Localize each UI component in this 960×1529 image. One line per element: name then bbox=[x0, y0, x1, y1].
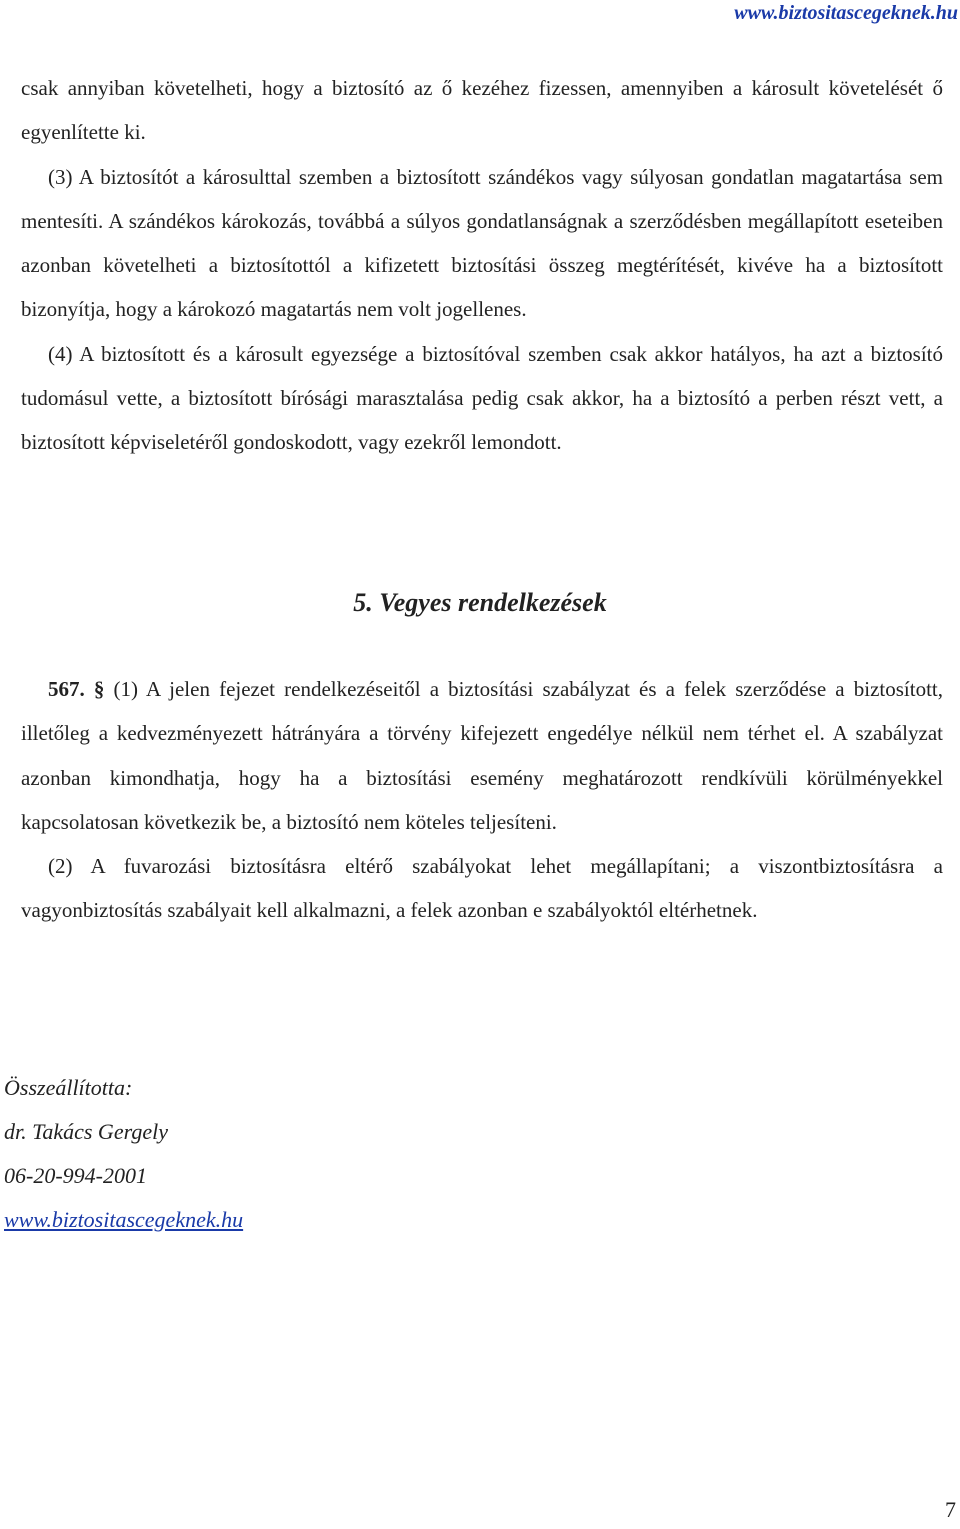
section-567 bbox=[21, 667, 943, 933]
compiled-by-label: Összeállította: bbox=[4, 1075, 133, 1100]
paragraph-567-1-text: (1) A jelen fejezet rendelkezéseitől a biztosítási szabályzat és a felek szerződése a biztosított, illetőleg a kedvezményezett hátrányára a törvény kifejezett engedélye nélkül nem térhet el. A szabályzat azonban kimondhatja, hogy ha a biztosítási esemény meghatározott rendkívüli körülményekkel kapcsolatosan következik be, a biztosító nem köteles teljesíteni. bbox=[21, 677, 944, 834]
paragraph-continuation: csak annyiban követelheti, hogy a biztosító az ő kezéhez fizessen, amennyiben a károsult követelését ő egyenlítette ki. bbox=[21, 76, 943, 145]
section-number: 567. bbox=[48, 677, 85, 701]
author-phone: 06-20-994-2001 bbox=[4, 1163, 147, 1188]
signature-block bbox=[4, 1066, 243, 1242]
section-heading: 5. Vegyes rendelkezések bbox=[353, 588, 607, 617]
page-number: 7 bbox=[945, 1497, 956, 1522]
paragraph-sign: § bbox=[93, 677, 105, 701]
document-body bbox=[21, 66, 943, 465]
author-website-link[interactable]: www.biztositascegeknek.hu bbox=[4, 1207, 244, 1232]
header-website-link[interactable]: www.biztositascegeknek.hu bbox=[734, 2, 958, 24]
paragraph-567-1 bbox=[21, 667, 943, 844]
paragraph-567-2: (2) A fuvarozási biztosításra eltérő szabályokat lehet megállapítani; a viszontbiztosításra a vagyonbiztosítás szabályait kell alkalmazni, a felek azonban e szabályoktól eltérhetnek. bbox=[21, 854, 943, 923]
paragraph-section-3: (3) A biztosítót a károsulttal szemben a biztosított szándékos vagy súlyosan gondatlan magatartása sem mentesíti. A szándékos károkozás, továbbá a súlyos gondatlanságnak a szerződésben megállapított eseteiben azonban követelheti a biztosítottól a kifizetett biztosítási összeg megtérítését, kivéve ha a biztosított bizonyítja, hogy a károkozó magatartás nem volt jogellenes. bbox=[21, 164, 943, 322]
paragraph-section-4: (4) A biztosított és a károsult egyezsége a biztosítóval szemben csak akkor hatályos, ha azt a biztosító tudomásul vette, a biztosított bírósági marasztalása pedig csak akkor, ha a biztosító a perben részt vett, a biztosított képviseletéről gondoskodott, vagy ezekről lemondott. bbox=[21, 341, 943, 455]
author-name: dr. Takács Gergely bbox=[4, 1119, 168, 1144]
